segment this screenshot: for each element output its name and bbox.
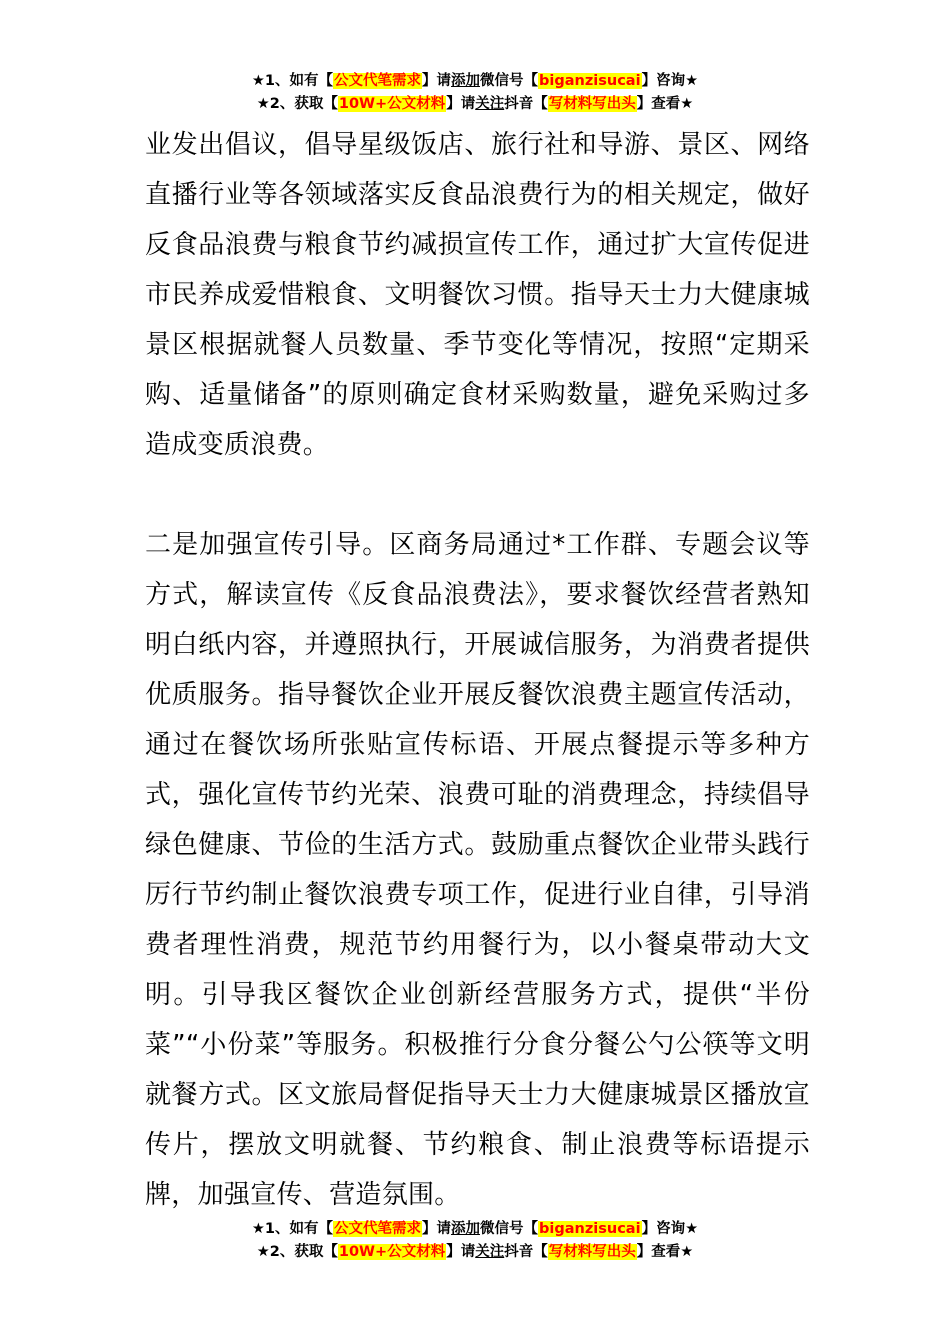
banner-text: ★2、获取【 <box>256 1244 338 1260</box>
banner-line-1 <box>0 1218 950 1241</box>
header-banner <box>0 70 950 116</box>
banner-highlight: 写材料写出头 <box>548 1244 636 1260</box>
paragraph: 二是加强宣传引导。区商务局通过*工作群、专题会议等方式，解读宣传《反食品浪费法》，要求餐饮经营者熟知明白纸内容，并遵照执行，开展诚信服务，为消费者提供优质服务。指导餐饮企业开展反餐饮浪费主题宣传活动，通过在餐饮场所张贴宣传标语、开展点餐提示等多种方式，强化宣传节约光荣、浪费可耻的消费理念，持续倡导绿色健康、节俭的生活方式。鼓励重点餐饮企业带头践行厉行节约制止餐饮浪费专项工作，促进行业自律，引导消费者理性消费，规范节约用餐行为，以小餐桌带动大文明。引导我区餐饮企业创新经营服务方式，提供“半份菜”“小份菜”等服务。积极推行分食分餐公勺公筷等文明就餐方式。区文旅局督促指导天士力大健康城景区播放宣传片，摆放文明就餐、节约粮食、制止浪费等标语提示牌，加强宣传、营造氛围。 <box>145 530 810 1210</box>
banner-line-1 <box>0 70 950 93</box>
banner-text: 】请 <box>422 1221 452 1237</box>
banner-emphasis: 关注 <box>475 1244 505 1260</box>
banner-text: 抖音【 <box>504 1244 548 1260</box>
banner-text: 微信号【 <box>480 1221 539 1237</box>
banner-text: ★1、如有【 <box>251 1221 334 1237</box>
banner-highlight: 10W+公文材料 <box>338 1244 446 1260</box>
banner-text: 微信号【 <box>480 73 539 89</box>
banner-text: ★2、获取【 <box>256 96 338 112</box>
banner-text: 】查看★ <box>636 1244 694 1260</box>
banner-text: 】请 <box>446 96 476 112</box>
banner-emphasis: 添加 <box>451 73 481 89</box>
body-section-2 <box>145 520 810 1220</box>
banner-highlight: 公文代笔需求 <box>334 73 422 89</box>
paragraph: 业发出倡议，倡导星级饭店、旅行社和导游、景区、网络直播行业等各领域落实反食品浪费行为的相关规定，做好反食品浪费与粮食节约减损宣传工作，通过扩大宣传促进市民养成爱惜粮食、文明餐饮习惯。指导天士力大健康城景区根据就餐人员数量、季节变化等情况，按照“定期采购、适量储备”的原则确定食材采购数量，避免采购过多造成变质浪费。 <box>145 130 810 460</box>
banner-line-2 <box>0 93 950 116</box>
banner-highlight: 10W+公文材料 <box>338 96 446 112</box>
banner-highlight: 公文代笔需求 <box>334 1221 422 1237</box>
banner-text: 】咨询★ <box>641 1221 699 1237</box>
banner-text: ★1、如有【 <box>251 73 334 89</box>
banner-text: 】请 <box>422 73 452 89</box>
banner-highlight: biganzisucai <box>539 1221 641 1237</box>
banner-emphasis: 添加 <box>451 1221 481 1237</box>
footer-banner <box>0 1218 950 1264</box>
banner-text: 】请 <box>446 1244 476 1260</box>
body-section-1 <box>145 120 810 470</box>
banner-highlight: biganzisucai <box>539 73 641 89</box>
banner-highlight: 写材料写出头 <box>548 96 636 112</box>
banner-line-2 <box>0 1241 950 1264</box>
banner-text: 】咨询★ <box>641 73 699 89</box>
banner-text: 抖音【 <box>504 96 548 112</box>
banner-emphasis: 关注 <box>475 96 505 112</box>
banner-text: 】查看★ <box>636 96 694 112</box>
